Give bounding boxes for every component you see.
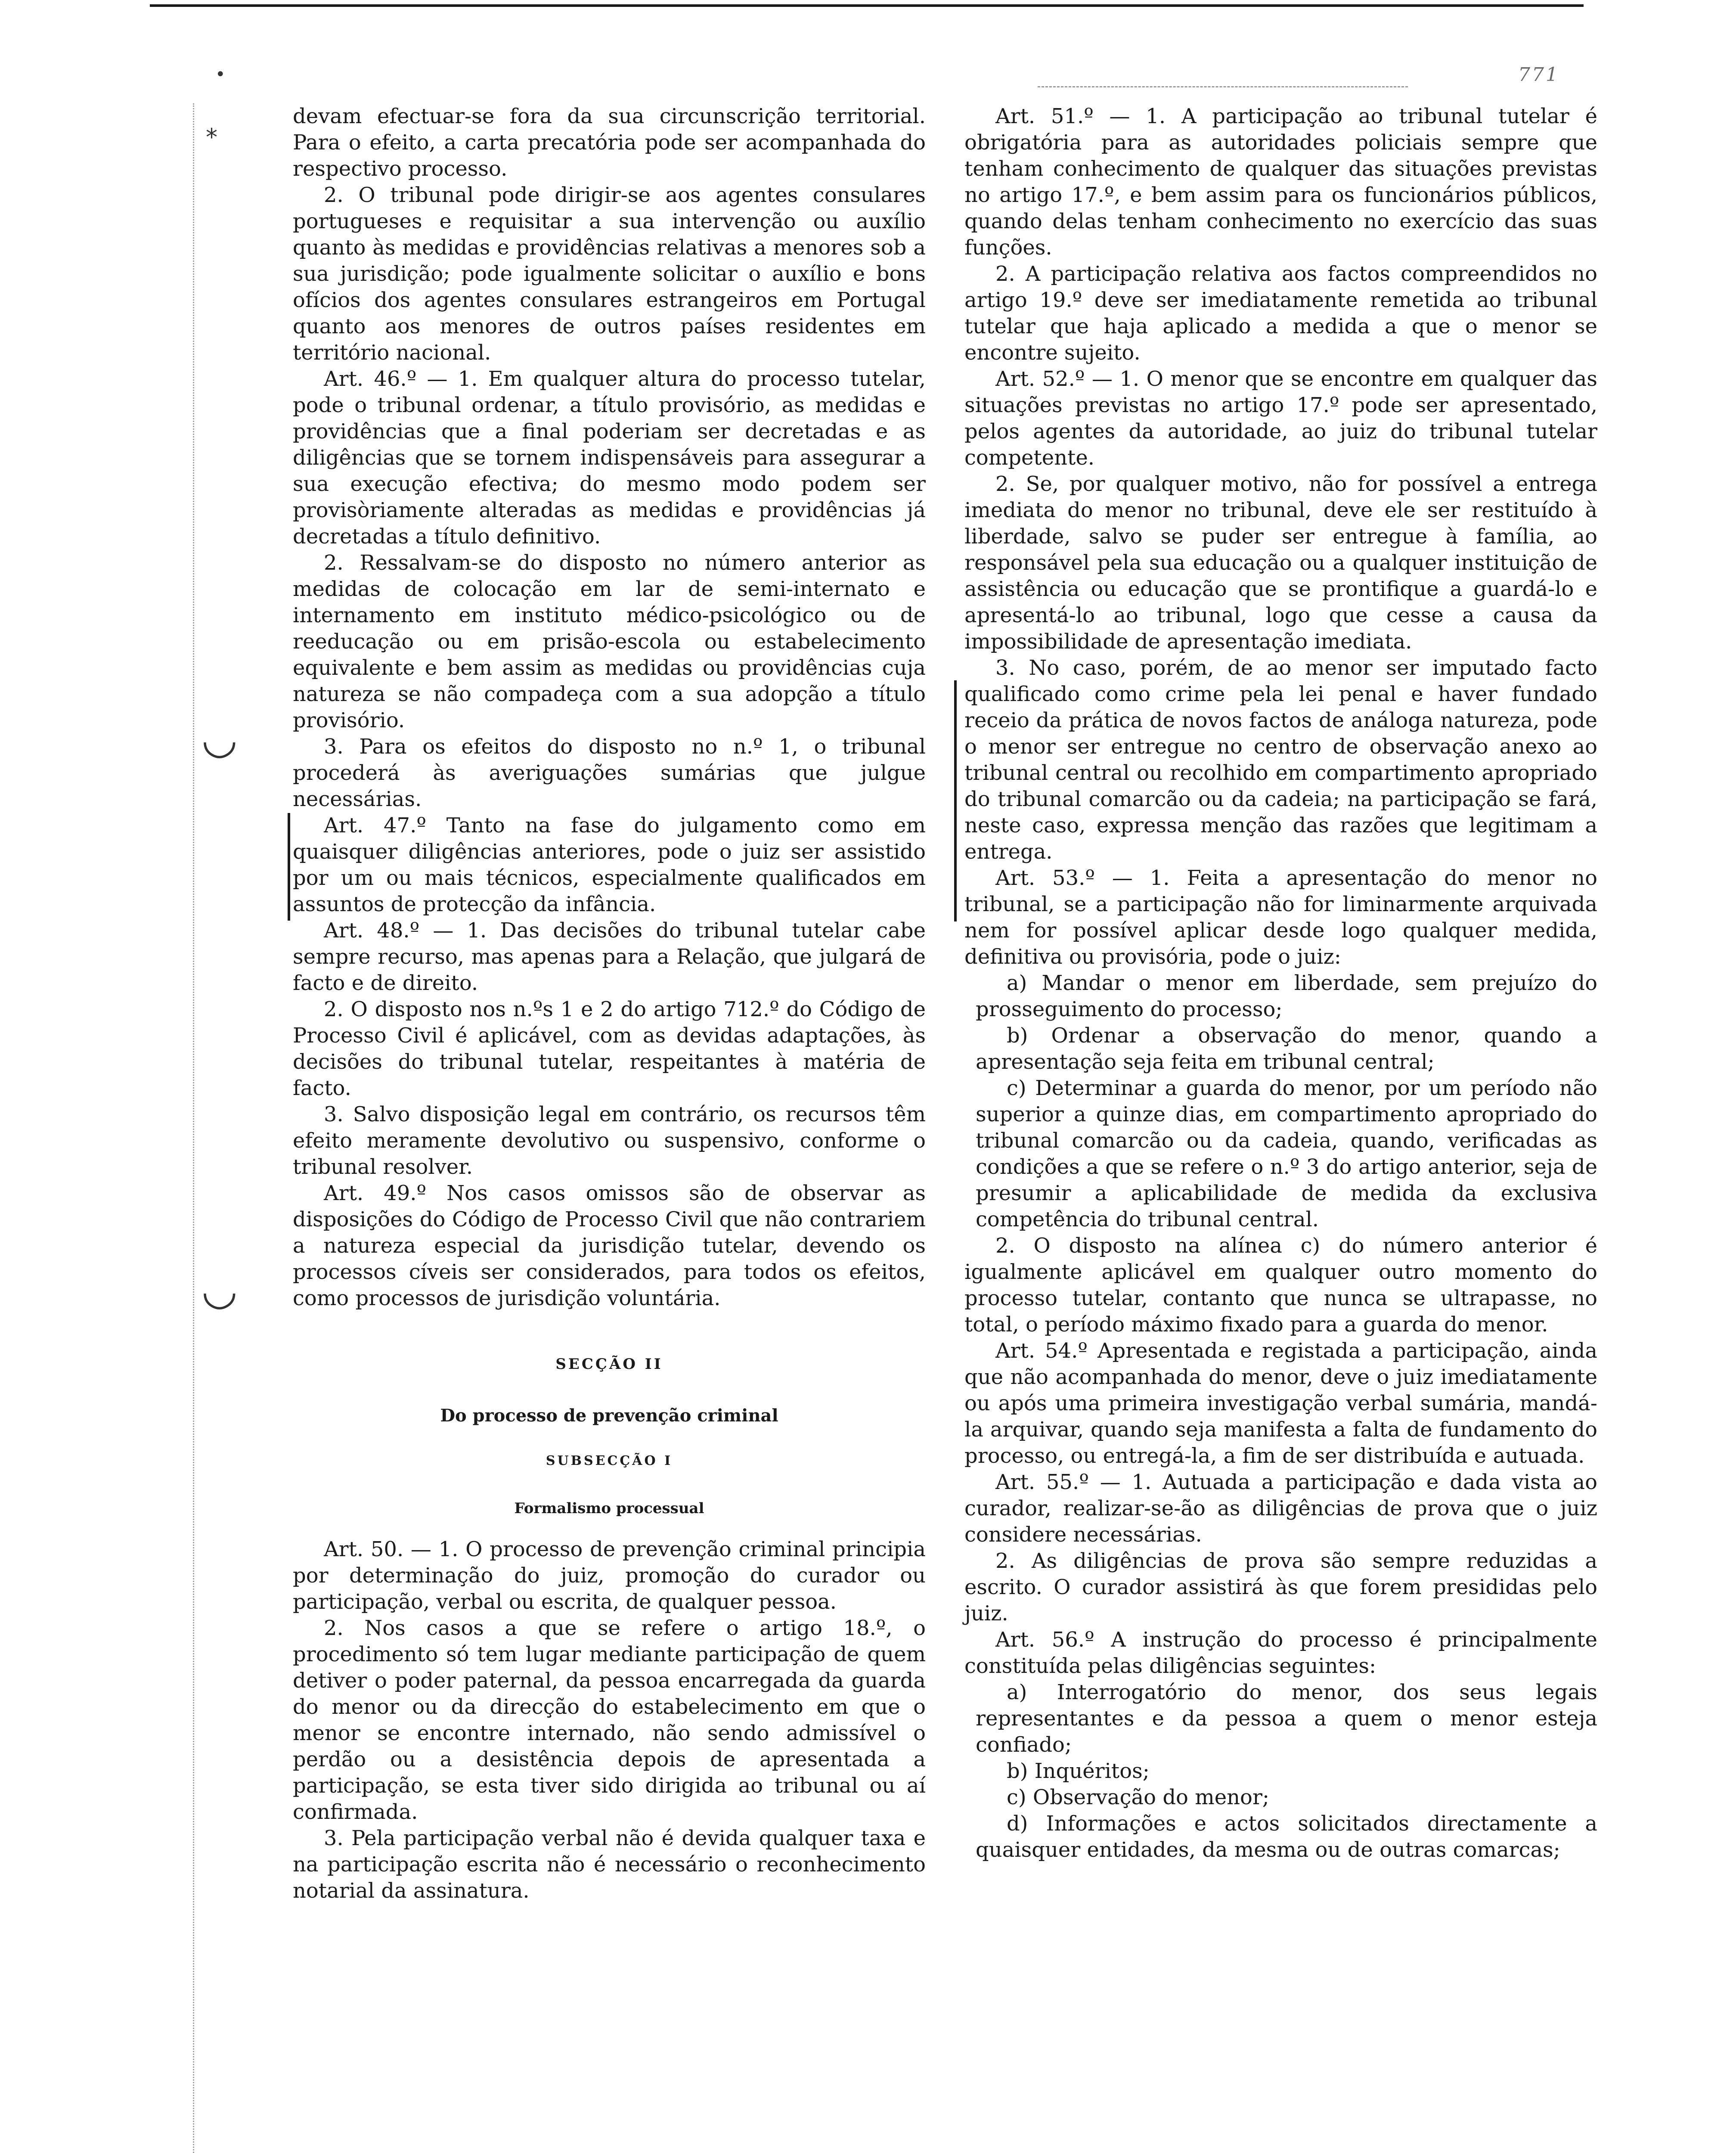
right-column-paragraph: 2. As diligências de prova são sempre reduzidas a escrito. O curador assistirá às que forem presididas pelo juiz. <box>964 1549 1597 1626</box>
right-column-sub-text: c) Determinar a guarda do menor, por um período não superior a quinze dias, em compartimento apropriado do tribunal comarcão ou da cadeia, quando, verificadas as condições a que se refere o n.º 3 do artigo anterior, seja de presumir a aplicabilidade de medida da exclusiva competência do tribunal central. <box>976 1076 1597 1232</box>
right-column-paragraph: Art. 51.º — 1. A participação ao tribunal tutelar é obrigatória para as autoridades policiais sempre que tenham conhecimento de qualquer das situações previstas no artigo 17.º, e bem assim para os funcionários públicos, quando delas tenham conhecimento no exercício das suas funções. <box>964 104 1597 260</box>
left-column-subsec-head-text: SUBSECÇÃO I <box>546 1453 673 1468</box>
left-column-paragraph: Art. 46.º — 1. Em qualquer altura do processo tutelar, pode o tribunal ordenar, a título provisório, as medidas e providências que a final poderiam ser decretadas e as diligências que se tornem indispensáveis para assegurar a sua execução efectiva; do mesmo modo podem ser provisòriamente alteradas as medidas e providências já decretadas a título definitivo. <box>293 367 926 549</box>
left-column-paragraph: Art. 48.º — 1. Das decisões do tribunal tutelar cabe sempre recurso, mas apenas para a Relação, que julgará de facto e de direito. <box>293 918 926 995</box>
right-column-paragraph: Art. 52.º — 1. O menor que se encontre em qualquer das situações previstas no artigo 17.º pode ser apresentado, pelos agentes da autoridade, ao juiz do tribunal tutelar competente. <box>964 367 1597 470</box>
left-column-subsec-title-text: Formalismo processual <box>514 1500 704 1517</box>
right-column-paragraph: 3. No caso, porém, de ao menor ser imputado facto qualificado como crime pela lei penal e haver fundado receio da prática de novos factos de análoga natureza, pode o menor ser entregue no centro de observação anexo ao tribunal central ou recolhido em compartimento apropriado do tribunal comarcão ou da cadeia; na participação se fará, neste caso, expressa menção das razões que legitimam a entrega. <box>964 656 1597 864</box>
header-dashed-rule <box>1038 86 1408 87</box>
left-column-paragraph: Art. 47.º Tanto na fase do julgamento como em quaisquer diligências anteriores, pode o juiz ser assistido por um ou mais técnicos, especialmente qualificados em assuntos de protecção da infância. <box>293 813 926 916</box>
left-column-paragraph: 3. Salvo disposição legal em contrário, os recursos têm efeito meramente devolutivo ou suspensivo, conforme o tribunal resolver. <box>293 1102 926 1179</box>
left-column-paragraph: 2. Nos casos a que se refere o artigo 18.º, o procedimento só tem lugar mediante participação de quem detiver o poder paternal, da pessoa encarregada da guarda do menor ou da direcção do estabelecimento em que o menor se encontre internado, não sendo admissível o perdão ou a desistência depois de apresentada a participação, se esta tiver sido dirigida ao tribunal ou aí confirmada. <box>293 1616 926 1824</box>
right-column <box>964 103 1597 1863</box>
right-column-paragraph: Art. 55.º — 1. Autuada a participação e dada vista ao curador, realizar-se-ão as diligências de prova que o juiz considere necessárias. <box>964 1470 1597 1547</box>
right-column-paragraph: Art. 53.º — 1. Feita a apresentação do menor no tribunal, se a participação não for liminarmente arquivada nem for possível aplicar desde logo qualquer medida, definitiva ou provisória, pode o juiz: <box>964 866 1597 969</box>
right-column-sub-text: b) Inquéritos; <box>1007 1759 1150 1783</box>
left-column-sec-head-text: SECÇÃO II <box>555 1356 663 1373</box>
right-column-sub-text: c) Observação do menor; <box>1007 1785 1270 1809</box>
left-column-paragraph: devam efectuar-se fora da sua circunscrição territorial. Para o efeito, a carta precatória pode ser acompanhada do respectivo processo. <box>293 104 926 181</box>
top-border-rule <box>150 4 1584 7</box>
right-column-sub-text: a) Interrogatório do menor, dos seus legais representantes e da pessoa a quem o menor esteja confiado; <box>976 1680 1597 1757</box>
left-column-paragraph: Art. 50. — 1. O processo de prevenção criminal principia por determinação do juiz, promoção do curador ou participação, verbal ou escrita, de qualquer pessoa. <box>293 1537 926 1614</box>
page-number: 771 <box>1518 64 1559 86</box>
left-column-paragraph: 2. O disposto nos n.ºs 1 e 2 do artigo 712.º do Código de Processo Civil é aplicável, com as devidas adaptações, às decisões do tribunal tutelar, respeitantes à matéria de facto. <box>293 997 926 1100</box>
right-column-paragraph: 2. Se, por qualquer motivo, não for possível a entrega imediata do menor no tribunal, deve ele ser restituído à liberdade, salvo se puder ser entregue à família, ao responsável pela sua educação ou a qualquer instituição de assistência ou educação que se prontifique a guardá-lo e apresentá-lo ao tribunal, logo que cesse a causa da impossibilidade de apresentação imediata. <box>964 472 1597 654</box>
right-column-sub-text: a) Mandar o menor em liberdade, sem prejuízo do prosseguimento do processo; <box>976 971 1597 1021</box>
margin-bracket-art-52-3 <box>954 680 957 921</box>
left-column-sec-title-text: Do processo de prevenção criminal <box>440 1405 778 1426</box>
scan-speck: ⁎ <box>206 116 217 143</box>
right-column-sub-text: b) Ordenar a observação do menor, quando a apresentação seja feita em tribunal central; <box>976 1024 1597 1074</box>
binding-hole-mark: ◡ <box>202 715 238 763</box>
left-column-paragraph: 2. O tribunal pode dirigir-se aos agentes consulares portugueses e requisitar a sua intervenção ou auxílio quanto às medidas e providências relativas a menores sob a sua jurisdição; pode igualmente solicitar o auxílio e bons ofícios dos agentes consulares estrangeiros em Portugal quanto aos menores de outros países residentes em território nacional. <box>293 183 926 365</box>
right-column-paragraph: Art. 56.º A instrução do processo é principalmente constituída pelas diligências seguintes: <box>964 1628 1597 1678</box>
binding-edge-marks <box>193 103 194 2153</box>
binding-hole-mark: ◡ <box>202 1266 238 1314</box>
left-column-paragraph: 2. Ressalvam-se do disposto no número anterior as medidas de colocação em lar de semi-internato e internamento em instituto médico-psicológico ou de reeducação ou em prisão-escola ou estabelecimento equivalente e bem assim as medidas ou providências cuja natureza se não compadeça com a sua adopção a título provisório. <box>293 551 926 732</box>
scan-speck: • <box>215 65 226 84</box>
right-column-sub-text: d) Informações e actos solicitados directamente a quaisquer entidades, da mesma ou de outras comarcas; <box>976 1812 1597 1862</box>
right-column-paragraph: Art. 54.º Apresentada e registada a participação, ainda que não acompanhada do menor, deve o juiz imediatamente ou após uma primeira investigação verbal sumária, mandá-la arquivar, quando seja manifesta a falta de fundamento do processo, ou entregá-la, a fim de ser distribuída e autuada. <box>964 1339 1597 1468</box>
right-column-paragraph: 2. A participação relativa aos factos compreendidos no artigo 19.º deve ser imediatamente remetida ao tribunal tutelar que haja aplicado a medida a que o menor se encontre sujeito. <box>964 262 1597 365</box>
left-column-paragraph: Art. 49.º Nos casos omissos são de observar as disposições do Código de Processo Civil que não contrariem a natureza especial da jurisdição tutelar, devendo os processos cíveis ser considerados, para todos os efeitos, como processos de jurisdição voluntária. <box>293 1181 926 1310</box>
left-column-paragraph: 3. Para os efeitos do disposto no n.º 1, o tribunal procederá às averiguações sumárias que julgue necessárias. <box>293 735 926 811</box>
left-column-paragraph: 3. Pela participação verbal não é devida qualquer taxa e na participação escrita não é necessário o reconhecimento notarial da assinatura. <box>293 1826 926 1903</box>
left-column <box>293 103 926 1904</box>
margin-bracket-art-47 <box>288 813 290 921</box>
right-column-paragraph: 2. O disposto na alínea c) do número anterior é igualmente aplicável em qualquer outro momento do processo tutelar, contanto que nunca se ultrapasse, no total, o período máximo fixado para a guarda do menor. <box>964 1234 1597 1337</box>
